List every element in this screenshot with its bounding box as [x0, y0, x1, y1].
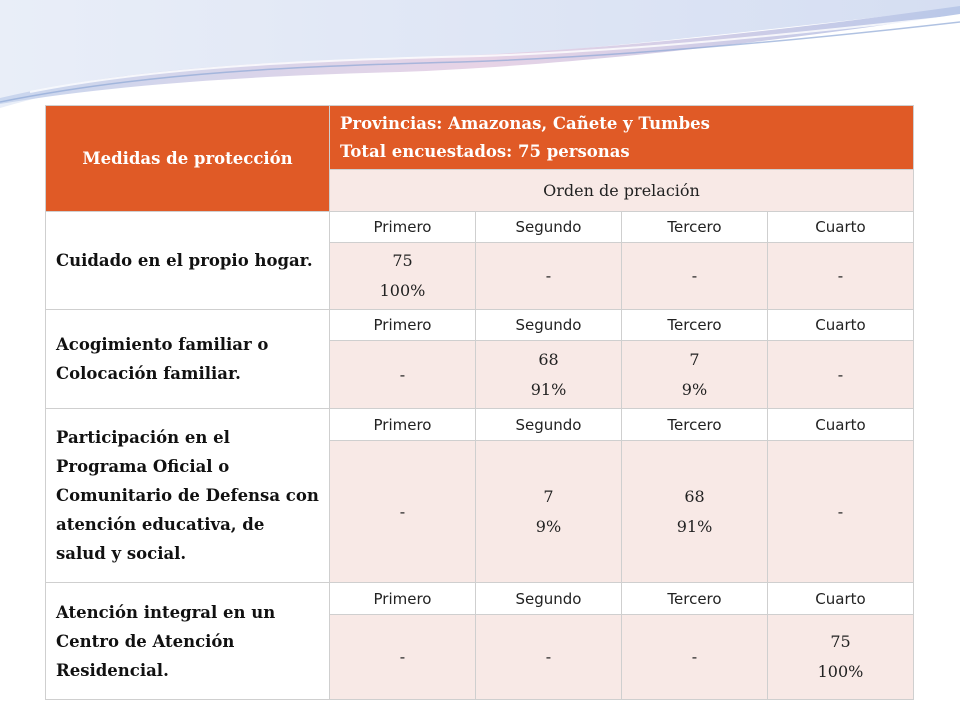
- rank-header: Cuarto: [768, 583, 914, 615]
- count-value: -: [545, 266, 552, 285]
- column-header-label: Medidas de protección: [82, 149, 293, 168]
- value-cell: [330, 341, 476, 409]
- value-cell: [476, 441, 622, 583]
- count-value: 7: [543, 486, 554, 506]
- value-cell: [476, 615, 622, 700]
- column-header-measures: [46, 106, 330, 212]
- count-value: 7: [689, 349, 700, 369]
- title-provinces: Provincias: Amazonas, Cañete y Tumbes: [340, 113, 710, 133]
- rank-header: Primero: [330, 409, 476, 441]
- value-cell: [768, 243, 914, 310]
- rank-header: Tercero: [622, 310, 768, 341]
- value-cell: [768, 441, 914, 583]
- orden-header: [330, 170, 914, 212]
- value-cell: [476, 341, 622, 409]
- count-value: -: [837, 364, 844, 384]
- rank-header: Cuarto: [768, 409, 914, 441]
- count-value: -: [399, 501, 406, 521]
- percent-value: 9%: [535, 516, 562, 536]
- count-value: 68: [538, 349, 559, 369]
- count-value: -: [837, 501, 844, 521]
- count-value: -: [837, 266, 844, 285]
- protection-measures-table: [45, 105, 914, 700]
- count-value: 75: [830, 632, 851, 651]
- title-total-respondents: Total encuestados: 75 personas: [340, 141, 630, 161]
- value-cell: [330, 615, 476, 700]
- count-value: -: [691, 266, 698, 285]
- rank-header: Primero: [330, 583, 476, 615]
- rank-header: Tercero: [622, 583, 768, 615]
- rank-header: Primero: [330, 212, 476, 243]
- rank-header: Primero: [330, 310, 476, 341]
- percent-value: 100%: [379, 281, 426, 300]
- count-value: -: [691, 647, 698, 666]
- percent-value: 91%: [530, 379, 567, 399]
- table-title-cell: [330, 106, 914, 170]
- count-value: -: [399, 647, 406, 666]
- decorative-swoosh: [0, 0, 960, 110]
- row-label-participacion: Participación en el Programa Oficial o Comunitario de Defensa con atención educativa, de salud y social.: [46, 409, 330, 583]
- rank-header: Segundo: [476, 212, 622, 243]
- rank-header: Segundo: [476, 409, 622, 441]
- rank-header: Cuarto: [768, 212, 914, 243]
- count-value: 68: [684, 486, 705, 506]
- value-cell: [330, 243, 476, 310]
- count-value: 75: [392, 251, 413, 270]
- row-label-cuidado: Cuidado en el propio hogar.: [46, 212, 330, 310]
- rank-header: Tercero: [622, 409, 768, 441]
- count-value: -: [399, 364, 406, 384]
- value-cell: [330, 441, 476, 583]
- orden-label: Orden de prelación: [543, 181, 700, 200]
- value-cell: [622, 243, 768, 310]
- count-value: -: [545, 647, 552, 666]
- value-cell: [622, 615, 768, 700]
- row-label-atencion-integral: Atención integral en un Centro de Atención Residencial.: [46, 583, 330, 700]
- value-cell: [476, 243, 622, 310]
- percent-value: 100%: [817, 662, 864, 681]
- percent-value: 91%: [676, 516, 713, 536]
- row-label-acogimiento: Acogimiento familiar o Colocación familiar.: [46, 310, 330, 409]
- value-cell: [622, 441, 768, 583]
- rank-header: Tercero: [622, 212, 768, 243]
- value-cell: [768, 615, 914, 700]
- rank-header: Cuarto: [768, 310, 914, 341]
- percent-value: 9%: [681, 379, 708, 399]
- rank-header: Segundo: [476, 583, 622, 615]
- rank-header: Segundo: [476, 310, 622, 341]
- value-cell: [768, 341, 914, 409]
- value-cell: [622, 341, 768, 409]
